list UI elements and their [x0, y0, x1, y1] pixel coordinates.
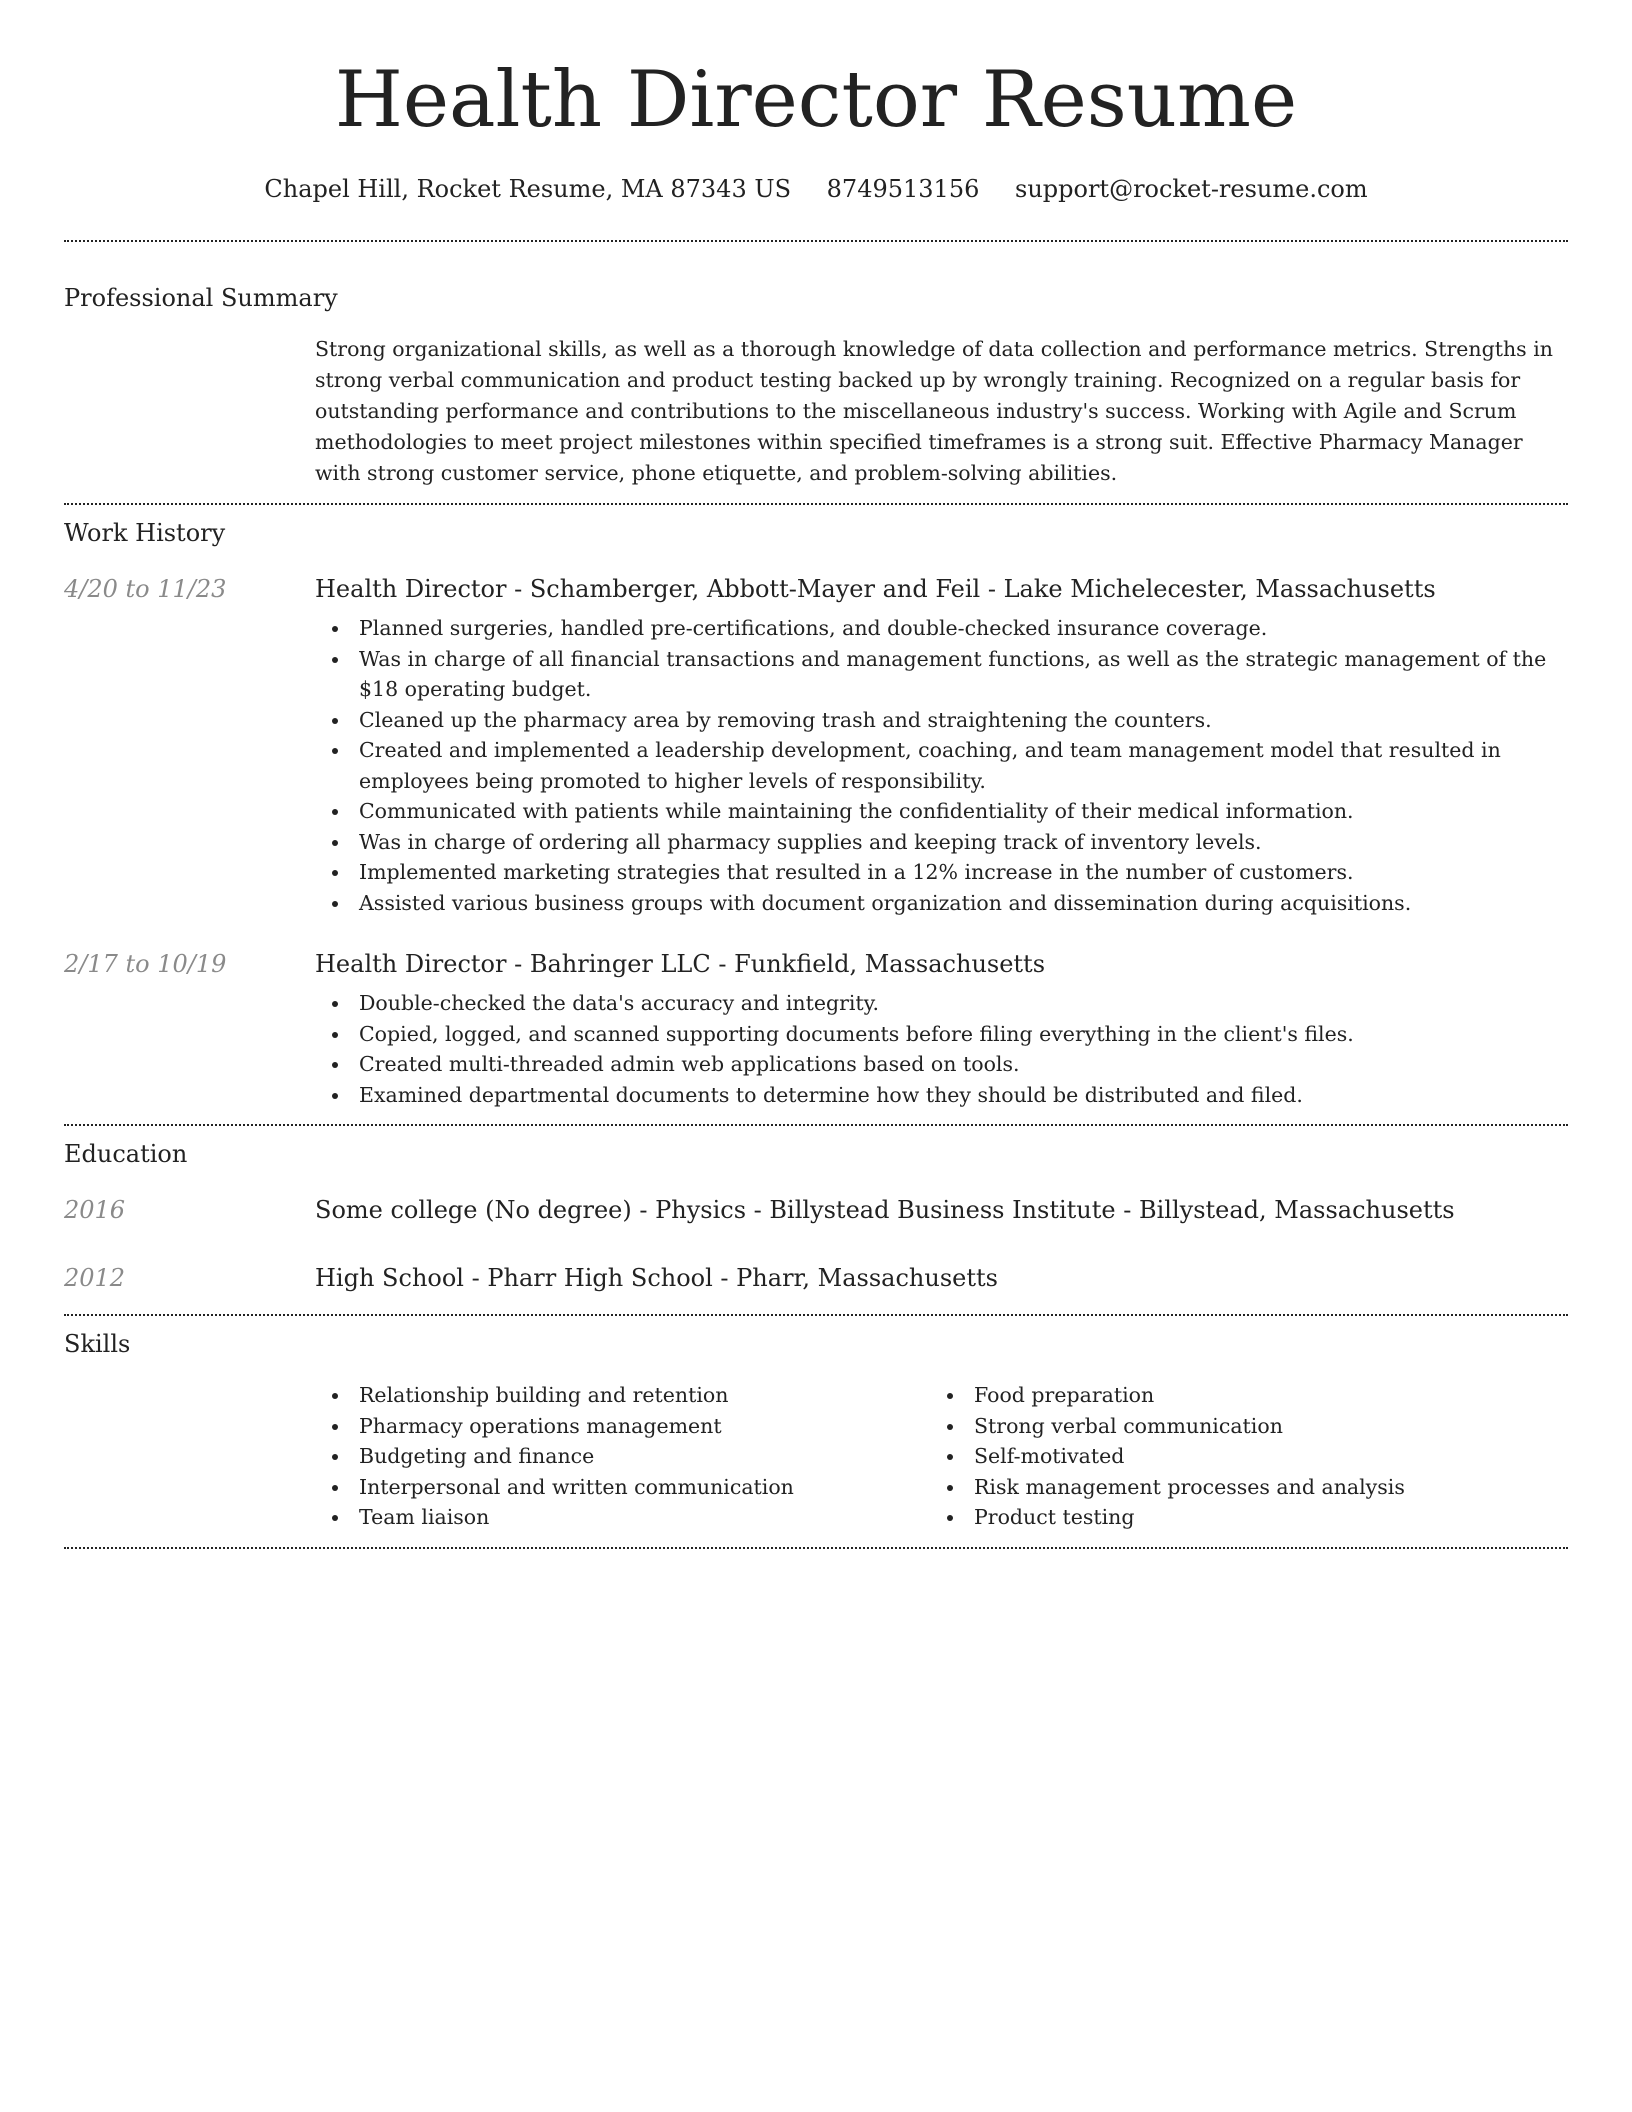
- divider: [64, 503, 1568, 505]
- divider: [64, 1314, 1568, 1316]
- list-item: Examined departmental documents to determine how they should be distributed and filed.: [315, 1080, 1568, 1111]
- education-details: Some college (No degree) - Physics - Billystead Business Institute - Billystead, Massachusetts: [315, 1196, 1455, 1224]
- contact-line: [64, 172, 1568, 206]
- job-heading: Health Director - Schamberger, Abbott-Mayer and Feil - Lake Michelecester, Massachusetts: [315, 575, 1436, 603]
- job-entry: [64, 948, 1568, 1110]
- summary-left-spacer: [64, 334, 315, 489]
- divider: [64, 240, 1568, 242]
- list-item: Team liaison: [315, 1502, 930, 1533]
- education-year: 2012: [64, 1264, 126, 1292]
- list-item: Copied, logged, and scanned supporting documents before filing everything in the client's files.: [315, 1019, 1568, 1050]
- contact-phone: 8749513156: [826, 175, 980, 203]
- contact-address: Chapel Hill, Rocket Resume, MA 87343 US: [264, 175, 792, 203]
- job-details: [315, 573, 1568, 918]
- skills-row: [64, 1380, 1568, 1533]
- list-item: Product testing: [930, 1502, 1545, 1533]
- divider: [64, 1124, 1568, 1126]
- list-item: Pharmacy operations management: [315, 1411, 930, 1442]
- skills-grid: [315, 1380, 1568, 1533]
- list-item: Budgeting and finance: [315, 1441, 930, 1472]
- section-title-skills: Skills: [64, 1330, 131, 1358]
- summary-text: Strong organizational skills, as well as a thorough knowledge of data collection and performance metrics. Strengths in strong verbal communication and product testing backed up by wrongly training. Recognized on a regular basis for outstanding performance and contributions to the miscellaneous industry's success. Working with Agile and Scrum methodologies to meet project milestones within specified timeframes is a strong suit. Effective Pharmacy Manager with strong customer service, phone etiquette, and problem-solving abilities.: [315, 337, 1553, 485]
- list-item: Created multi-threaded admin web applications based on tools.: [315, 1049, 1568, 1080]
- divider: [64, 1547, 1568, 1549]
- job-dates: 4/20 to 11/23: [64, 575, 227, 603]
- list-item: Implemented marketing strategies that resulted in a 12% increase in the number of customers.: [315, 857, 1568, 888]
- resume-title: Health Director Resume: [334, 55, 1298, 145]
- job-bullets: [315, 988, 1568, 1110]
- job-details: [315, 948, 1568, 1110]
- job-entry: [64, 573, 1568, 918]
- education-entry: [64, 1262, 1568, 1294]
- list-item: Communicated with patients while maintaining the confidentiality of their medical information.: [315, 796, 1568, 827]
- list-item: Planned surgeries, handled pre-certifications, and double-checked insurance coverage.: [315, 613, 1568, 644]
- skills-list-left: [315, 1380, 930, 1533]
- list-item: Self-motivated: [930, 1441, 1545, 1472]
- list-item: Created and implemented a leadership development, coaching, and team management model that resulted in employees being promoted to higher levels of responsibility.: [315, 735, 1568, 796]
- contact-email: support@rocket-resume.com: [1015, 175, 1368, 203]
- job-dates: 2/17 to 10/19: [64, 950, 227, 978]
- education-entry: [64, 1194, 1568, 1226]
- list-item: Strong verbal communication: [930, 1411, 1545, 1442]
- education-year: 2016: [64, 1196, 126, 1224]
- education-details: High School - Pharr High School - Pharr, Massachusetts: [315, 1264, 998, 1292]
- list-item: Was in charge of ordering all pharmacy supplies and keeping track of inventory levels.: [315, 827, 1568, 858]
- list-item: Cleaned up the pharmacy area by removing trash and straightening the counters.: [315, 705, 1568, 736]
- summary-row: [64, 334, 1568, 489]
- job-bullets: [315, 613, 1568, 918]
- list-item: Assisted various business groups with document organization and dissemination during acquisitions.: [315, 888, 1568, 919]
- list-item: Was in charge of all financial transactions and management functions, as well as the strategic management of the $18 operating budget.: [315, 644, 1568, 705]
- skills-left-spacer: [64, 1380, 315, 1533]
- list-item: Relationship building and retention: [315, 1380, 930, 1411]
- skills-list-right: [930, 1380, 1545, 1533]
- section-title-education: Education: [64, 1140, 188, 1168]
- job-heading: Health Director - Bahringer LLC - Funkfield, Massachusetts: [315, 950, 1046, 978]
- list-item: Interpersonal and written communication: [315, 1472, 930, 1503]
- section-title-summary: Professional Summary: [64, 284, 338, 312]
- resume-page: [64, 0, 1568, 1549]
- list-item: Risk management processes and analysis: [930, 1472, 1545, 1503]
- section-title-work: Work History: [64, 519, 226, 547]
- list-item: Food preparation: [930, 1380, 1545, 1411]
- list-item: Double-checked the data's accuracy and integrity.: [315, 988, 1568, 1019]
